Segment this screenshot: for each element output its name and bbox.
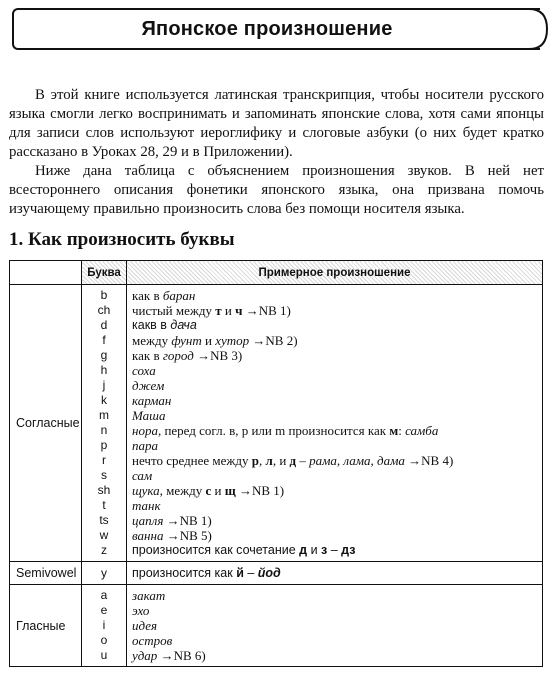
letter: w	[99, 528, 109, 542]
letter: r	[102, 453, 106, 467]
group-label-vowels: Гласные	[10, 585, 82, 667]
letter: a	[100, 588, 108, 602]
group-label-semivowel: Semivowel	[10, 562, 82, 585]
pron-b: как в баран	[132, 288, 196, 303]
pron-g: как в город →NB 3)	[132, 348, 243, 363]
pron-p: пара	[132, 438, 158, 453]
vowel-letters	[82, 585, 127, 667]
pron-j: джем	[132, 378, 165, 393]
pron-ch: чистый между т и ч →NB 1)	[132, 303, 291, 318]
letter: ch	[97, 303, 111, 317]
letter: p	[100, 438, 108, 452]
pron-h: соха	[132, 363, 156, 378]
intro-text	[9, 86, 544, 219]
header-letter: Буква	[82, 261, 127, 285]
pron-y: произносится как й – йод	[127, 562, 543, 585]
letter: o	[100, 633, 108, 647]
letter: j	[102, 378, 106, 392]
page-title: Японское произношение	[141, 17, 393, 40]
consonant-letters	[82, 285, 127, 562]
pron-d: какв в дача	[132, 318, 197, 332]
consonants-row	[10, 285, 543, 562]
pron-z: произносится как сочетание д и з – дз	[132, 543, 356, 557]
pron-r: нечто среднее между р, л, и д – рама, лама, дама →NB 4)	[132, 453, 454, 468]
intro-paragraph-2: Ниже дана таблица с объяснением произношения звуков. В ней нет всестороннего описания фонетики японского языка, она призвана помочь изучающему правильно произносить слова без помощи носителя языка.	[9, 163, 544, 217]
section-heading: 1. Как произносить буквы	[9, 229, 235, 250]
pron-u: удар →NB 6)	[132, 648, 206, 663]
letter: ts	[99, 513, 109, 527]
semivowel-row	[10, 562, 543, 585]
group-label-consonants: Согласные	[10, 285, 82, 562]
pron-a: закат	[132, 588, 166, 603]
pron-t: танк	[132, 498, 161, 513]
pron-s: сам	[132, 468, 153, 483]
pron-k: карман	[132, 393, 172, 408]
letter: e	[100, 603, 108, 617]
pron-i: идея	[132, 618, 158, 633]
pron-e: эхо	[132, 603, 150, 618]
letter: d	[100, 318, 108, 332]
vowels-row	[10, 585, 543, 667]
letter: y	[82, 562, 127, 585]
letter: i	[102, 618, 106, 632]
table-header-row	[10, 261, 543, 285]
letter: s	[101, 468, 107, 482]
letter: f	[102, 333, 106, 347]
letter: t	[102, 498, 106, 512]
vowel-pronunciations	[127, 585, 543, 667]
letter: z	[101, 543, 107, 557]
letter: m	[99, 408, 109, 422]
letter: g	[100, 348, 108, 362]
consonant-pronunciations	[127, 285, 543, 562]
letter: b	[100, 288, 108, 302]
pron-o: остров	[132, 633, 173, 648]
pron-w: ванна →NB 5)	[132, 528, 212, 543]
letter: n	[100, 423, 108, 437]
header-pronunciation: Примерное произношение	[127, 261, 543, 285]
pron-ts: цапля →NB 1)	[132, 513, 212, 528]
letter: u	[100, 648, 108, 662]
letter: h	[100, 363, 108, 377]
pron-sh: щука, между с и щ →NB 1)	[132, 483, 285, 498]
letter: sh	[97, 483, 111, 497]
pron-f: между фунт и хутор →NB 2)	[132, 333, 298, 348]
pron-m: Маша	[132, 408, 166, 423]
intro-paragraph-1: В этой книге используется латинская транскрипция, чтобы носители русского языка смогли легко воспринимать и запоминать японские слова, хотя сами японцы для записи слов используют иероглифику и слоговые азбуки (о них будет кратко рассказано в Уроках 28, 29 и в Приложении).	[9, 87, 544, 160]
letter: k	[101, 393, 107, 407]
header-group-cell	[10, 261, 82, 285]
pron-n: нора, перед согл. в, р или m произносится как м: самба	[132, 423, 439, 438]
pronunciation-table	[9, 260, 543, 667]
